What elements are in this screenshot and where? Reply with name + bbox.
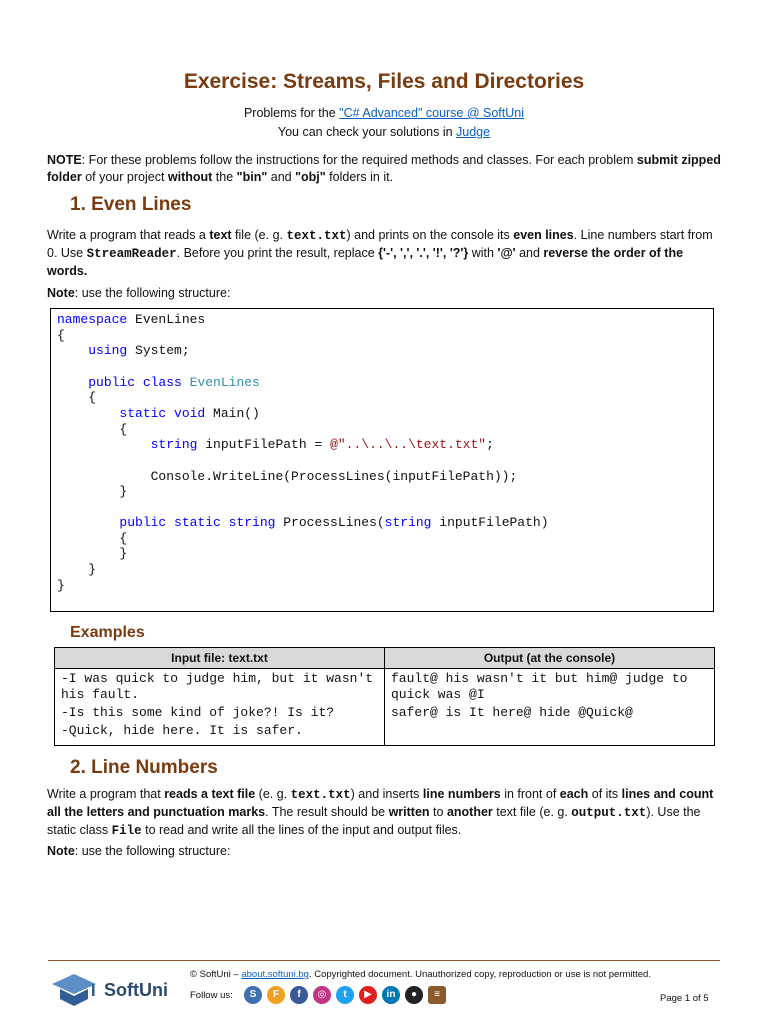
logo-text: SoftUni <box>104 980 168 1000</box>
judge-line <box>0 125 768 139</box>
copyright-text: © SoftUni – about.softuni.bg. Copyrighted document. Unauthorized copy, reproduction or use is not permitted. <box>190 969 651 980</box>
input-line: -Quick, hide here. It is safer. <box>61 723 303 738</box>
output-cell <box>385 669 715 746</box>
code-line: { <box>88 390 97 405</box>
code-line: } <box>88 562 97 577</box>
follow-us-label: Follow us: <box>190 990 233 1001</box>
code-line: } <box>119 484 128 499</box>
table-header-input: Input file: text.txt <box>55 648 385 669</box>
course-link[interactable]: "C# Advanced" course @ SoftUni <box>339 106 525 120</box>
code-line: } <box>57 578 65 593</box>
footer-divider <box>48 960 720 961</box>
code-line: { <box>119 422 128 437</box>
code-line: static void Main() <box>119 406 260 421</box>
examples-heading: Examples <box>70 624 145 641</box>
code-line: using System; <box>88 343 190 358</box>
section-heading-even-lines: 1. Even Lines <box>70 194 192 215</box>
code-line: namespace EvenLines <box>57 312 206 327</box>
output-line: safer@ is It here@ hide @Quick@ <box>391 705 633 720</box>
page-number: Page 1 of 5 <box>660 993 709 1004</box>
examples-table <box>54 647 715 746</box>
judge-link[interactable]: Judge <box>456 125 491 139</box>
code-line: public class EvenLines <box>88 375 260 390</box>
code-block-even-lines <box>50 308 714 612</box>
input-line: -I was quick to judge him, but it wasn't his fault. <box>61 671 374 702</box>
judge-prefix: You can check your solutions in <box>277 125 457 139</box>
page-title: Exercise: Streams, Files and Directories <box>183 70 585 93</box>
table-header-output: Output (at the console) <box>385 648 715 669</box>
course-line <box>0 106 768 120</box>
output-line: fault@ his wasn't it but him@ judge to quick was @I <box>391 671 688 702</box>
line-numbers-note: Note: use the following structure: <box>47 844 231 858</box>
graduation-cap-icon <box>50 972 98 1008</box>
note-paragraph: NOTE: For these problems follow the instructions for the required methods and classes. For each problem submit zipped folder of your project without the "bin" and "obj" folders in it. <box>47 153 721 184</box>
table-row <box>55 669 715 746</box>
blog-icon[interactable]: ≡ <box>428 986 446 1004</box>
code-line: string inputFilePath = @"..\..\..\text.txt"; <box>150 437 494 452</box>
course-prefix: Problems for the <box>243 106 340 120</box>
instagram-icon[interactable]: ◎ <box>313 986 331 1004</box>
section-heading-line-numbers: 2. Line Numbers <box>70 757 218 778</box>
even-lines-note: Note: use the following structure: <box>47 286 231 300</box>
input-line: -Is this some kind of joke?! Is it? <box>61 705 335 720</box>
github-icon[interactable]: ● <box>405 986 423 1004</box>
code-line: } <box>119 546 128 561</box>
softuni-icon[interactable]: S <box>244 986 262 1004</box>
softuni-logo[interactable] <box>50 970 175 1010</box>
input-cell <box>55 669 385 746</box>
code-line: public static string ProcessLines(string inputFilePath) <box>119 515 549 530</box>
youtube-icon[interactable]: ▶ <box>359 986 377 1004</box>
even-lines-description: Write a program that reads a text file (e. g. text.txt) and prints on the console its even lines. Line numbers start from 0. Use StreamReader. Before you print the result, replace {'-', ',', '.', '!', '?'} with '@' and reverse the order of the words. <box>47 228 713 278</box>
code-line: { <box>119 531 128 546</box>
social-icons <box>244 986 451 1004</box>
line-numbers-description: Write a program that reads a text file (e. g. text.txt) and inserts line numbers in front of each of its lines and count all the letters and punctuation marks. The result should be written to another text file (e. g. output.txt). Use the static class File to read and write all the lines of the input and output files. <box>47 787 714 838</box>
twitter-icon[interactable]: t <box>336 986 354 1004</box>
code-line: { <box>57 328 65 343</box>
facebook-icon[interactable]: f <box>290 986 308 1004</box>
foundation-icon[interactable]: F <box>267 986 285 1004</box>
linkedin-icon[interactable]: in <box>382 986 400 1004</box>
about-link[interactable]: about.softuni.bg <box>241 969 309 980</box>
code-line: Console.WriteLine(ProcessLines(inputFilePath)); <box>150 469 518 484</box>
